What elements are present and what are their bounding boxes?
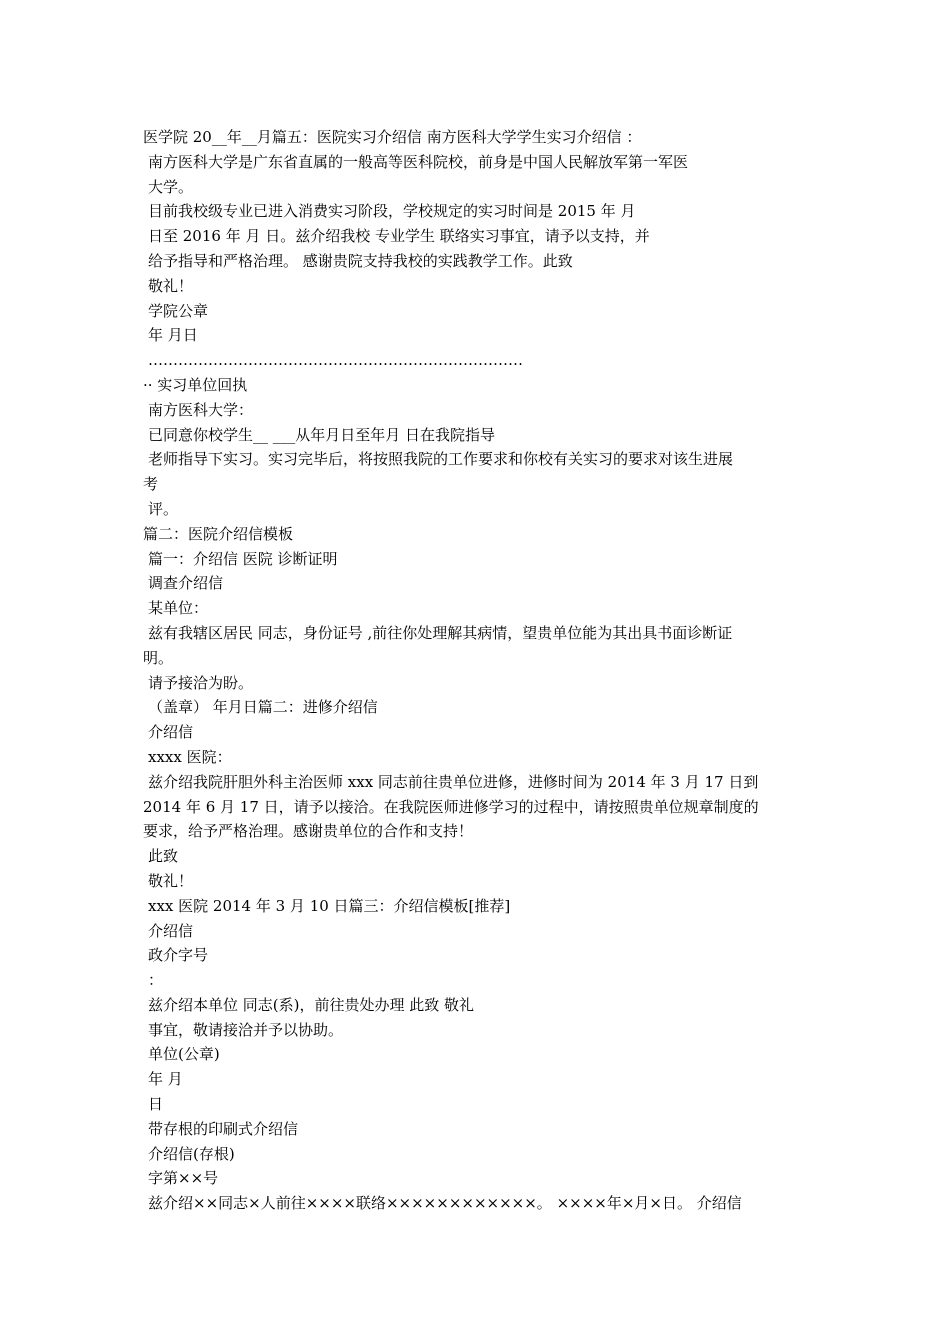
- text-line: xxxx 医院：: [148, 747, 232, 766]
- text-line: 已同意你校学生__ ___从年月日至年月 日在我院指导: [148, 425, 496, 444]
- text-line: 大学。: [148, 177, 194, 196]
- text-line: ：: [148, 971, 164, 990]
- text-line: 考: [143, 475, 159, 494]
- text-line: 带存根的印刷式介绍信: [148, 1119, 299, 1138]
- section-heading: ·· 实习单位回执: [143, 375, 248, 394]
- text-line: 篇一：介绍信 医院 诊断证明: [148, 549, 338, 568]
- text-line: 兹介绍本单位 同志(系)，前往贵处办理 此致 敬礼: [148, 995, 475, 1014]
- text-line: 日: [148, 1095, 164, 1114]
- section-heading: 篇二：医院介绍信模板: [143, 524, 294, 543]
- text-line: 介绍信: [148, 723, 194, 742]
- text-line: 医学院 20__年__月篇五：医院实习介绍信 南方医科大学学生实习介绍信 ：: [143, 128, 642, 146]
- text-line: 单位(公章): [148, 1045, 220, 1064]
- text-line: 要求，给予严格治理。感谢贵单位的合作和支持！: [143, 822, 474, 841]
- text-line: （盖章） 年月日篇二：进修介绍信: [148, 698, 378, 717]
- document-body: [143, 125, 813, 1216]
- text-line: 字第××号: [148, 1169, 219, 1188]
- text-line: 某单位：: [148, 599, 209, 618]
- text-line: 2014 年 6 月 17 日，请予以接洽。在我院医师进修学习的过程中，请按照贵单位规章制度的: [143, 797, 759, 816]
- text-line: 学院公章: [148, 301, 209, 320]
- divider-dots: …………………………………………………………………: [148, 351, 523, 370]
- text-line: 目前我校级专业已进入消费实习阶段，学校规定的实习时间是 2015 年 月: [148, 202, 636, 221]
- text-line: 明。: [143, 648, 174, 667]
- text-line: 敬礼！: [148, 276, 194, 295]
- text-line: 调查介绍信: [148, 574, 224, 593]
- text-line: 敬礼！: [148, 871, 194, 890]
- text-line: 事宜，敬请接洽并予以协助。: [148, 1020, 344, 1039]
- text-line: 评。: [148, 499, 179, 518]
- text-line: 兹介绍××同志×人前往××××联络××××××××××××。 ××××年×月×日。 介绍信: [148, 1194, 742, 1213]
- text-line: 给予指导和严格治理。 感谢贵院支持我校的实践教学工作。此致: [148, 251, 573, 270]
- text-line: 兹介绍我院肝胆外科主治医师 xxx 同志前往贵单位进修，进修时间为 2014 年 3 月 17 日到: [148, 772, 759, 791]
- text-line: 此致: [148, 847, 179, 866]
- text-line: 兹有我辖区居民 同志，身份证号 ,前往你处理解其病情，望贵单位能为其出具书面诊断证: [148, 623, 733, 642]
- text-line: 日至 2016 年 月 日。兹介绍我校 专业学生 联络实习事宜，请予以支持，并: [148, 227, 650, 246]
- text-line: 南方医科大学：: [148, 400, 254, 419]
- text-line: 政介字号: [148, 946, 209, 965]
- text-line: 老师指导下实习。实习完毕后，将按照我院的工作要求和你校有关实习的要求对该生进展: [148, 450, 734, 469]
- text-line: xxx 医院 2014 年 3 月 10 日篇三：介绍信模板[推荐]: [148, 896, 511, 915]
- text-line: 介绍信: [148, 921, 194, 940]
- text-line: 介绍信(存根): [148, 1144, 235, 1163]
- text-line: 南方医科大学是广东省直属的一般高等医科院校，前身是中国人民解放军第一军医: [148, 152, 689, 171]
- text-line: 年 月: [148, 1070, 183, 1089]
- text-line: 年 月日: [148, 326, 198, 345]
- text-line: 请予接洽为盼。: [148, 673, 254, 692]
